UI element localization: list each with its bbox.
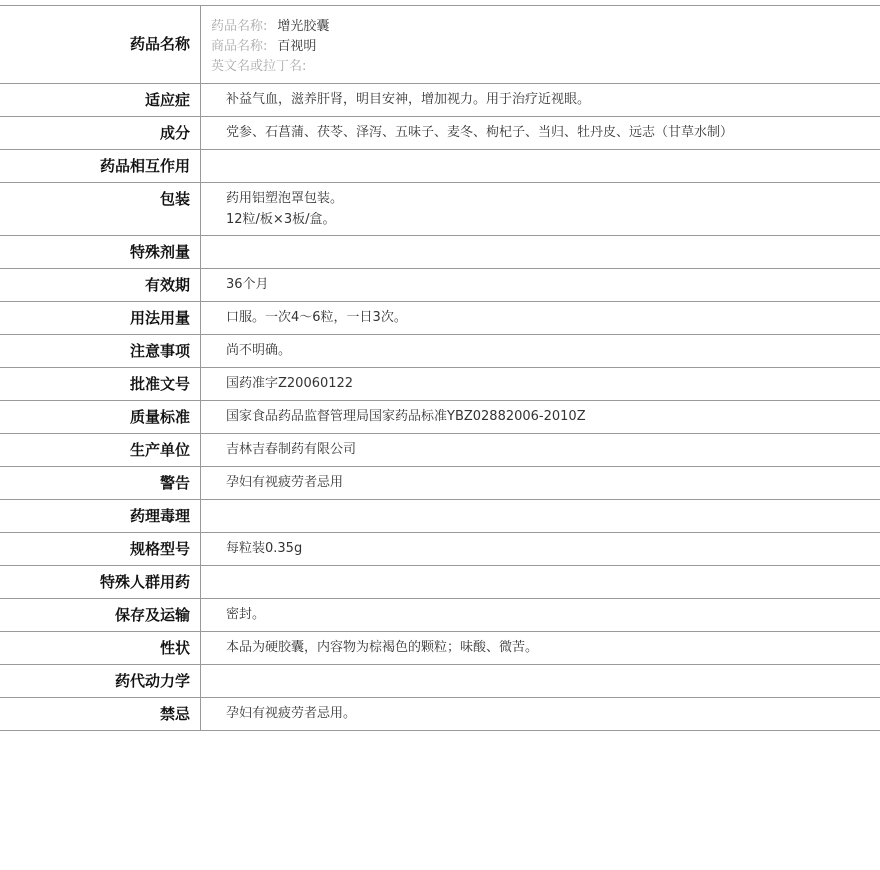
row-shelf-life: [0, 269, 880, 302]
label-pharmacokinetics: 药代动力学: [0, 665, 201, 697]
label-storage: 保存及运输: [0, 599, 201, 631]
label-interactions: 药品相互作用: [0, 150, 201, 182]
generic-name-key: 药品名称:: [211, 19, 268, 34]
label-drug-name: 药品名称: [0, 6, 201, 83]
row-description: [0, 632, 880, 665]
value-usage: 口服。一次4～6粒，一日3次。: [226, 310, 407, 325]
label-approval-number: 批准文号: [0, 368, 201, 400]
english-name-key: 英文名或拉丁名:: [211, 59, 307, 74]
value-toxicology: [201, 500, 880, 532]
row-special-dosage: [0, 236, 880, 269]
trade-name-line: [211, 37, 880, 57]
value-special-populations: [201, 566, 880, 598]
label-indications: 适应症: [0, 84, 201, 116]
label-specification: 规格型号: [0, 533, 201, 565]
value-indications: 补益气血，滋养肝肾，明目安神，增加视力。用于治疗近视眼。: [226, 92, 591, 107]
label-special-populations: 特殊人群用药: [0, 566, 201, 598]
value-packaging: [201, 183, 880, 235]
value-quality-standard: 国家食品药品监督管理局国家药品标准YBZ02882006-2010Z: [226, 409, 586, 424]
value-shelf-life: 36个月: [226, 277, 269, 292]
value-description: 本品为硬胶囊，内容物为棕褐色的颗粒；味酸、微苦。: [226, 640, 539, 655]
label-precautions: 注意事项: [0, 335, 201, 367]
value-specification: 每粒装0.35g: [226, 541, 303, 556]
row-manufacturer: [0, 434, 880, 467]
row-drug-name: [0, 6, 880, 84]
row-warning: [0, 467, 880, 500]
label-warning: 警告: [0, 467, 201, 499]
label-shelf-life: 有效期: [0, 269, 201, 301]
packaging-line-2: 12粒/板×3板/盒。: [226, 212, 336, 227]
value-pharmacokinetics: [201, 665, 880, 697]
row-ingredients: [0, 117, 880, 150]
row-packaging: [0, 183, 880, 236]
label-special-dosage: 特殊剂量: [0, 236, 201, 268]
trade-name-value: 百视明: [277, 39, 317, 54]
value-manufacturer: 吉林吉春制药有限公司: [226, 442, 357, 457]
label-description: 性状: [0, 632, 201, 664]
label-contraindications: 禁忌: [0, 698, 201, 730]
value-special-dosage: [201, 236, 880, 268]
label-toxicology: 药理毒理: [0, 500, 201, 532]
packaging-line-1: 药用铝塑泡罩包装。: [226, 191, 344, 206]
row-approval-number: [0, 368, 880, 401]
label-manufacturer: 生产单位: [0, 434, 201, 466]
label-packaging: 包装: [0, 183, 201, 235]
generic-name-value: 增光胶囊: [277, 19, 330, 34]
row-special-populations: [0, 566, 880, 599]
row-usage: [0, 302, 880, 335]
generic-name-line: [211, 17, 880, 37]
value-storage: 密封。: [226, 607, 266, 622]
row-toxicology: [0, 500, 880, 533]
row-pharmacokinetics: [0, 665, 880, 698]
value-precautions: 尚不明确。: [226, 343, 292, 358]
row-quality-standard: [0, 401, 880, 434]
row-indications: [0, 84, 880, 117]
value-warning: 孕妇有视疲劳者忌用: [226, 475, 344, 490]
value-ingredients: 党参、石菖蒲、茯苓、泽泻、五味子、麦冬、枸杞子、当归、牡丹皮、远志（甘草水制）: [226, 125, 734, 140]
label-ingredients: 成分: [0, 117, 201, 149]
value-contraindications: 孕妇有视疲劳者忌用。: [226, 706, 357, 721]
row-interactions: [0, 150, 880, 183]
english-name-line: [211, 57, 880, 77]
trade-name-key: 商品名称:: [211, 39, 268, 54]
drug-info-table: [0, 5, 880, 731]
row-specification: [0, 533, 880, 566]
row-storage: [0, 599, 880, 632]
row-contraindications: [0, 698, 880, 731]
value-interactions: [201, 150, 880, 182]
label-quality-standard: 质量标准: [0, 401, 201, 433]
label-usage: 用法用量: [0, 302, 201, 334]
value-drug-name: [201, 6, 880, 83]
row-precautions: [0, 335, 880, 368]
value-approval-number: 国药准字Z20060122: [226, 376, 354, 391]
